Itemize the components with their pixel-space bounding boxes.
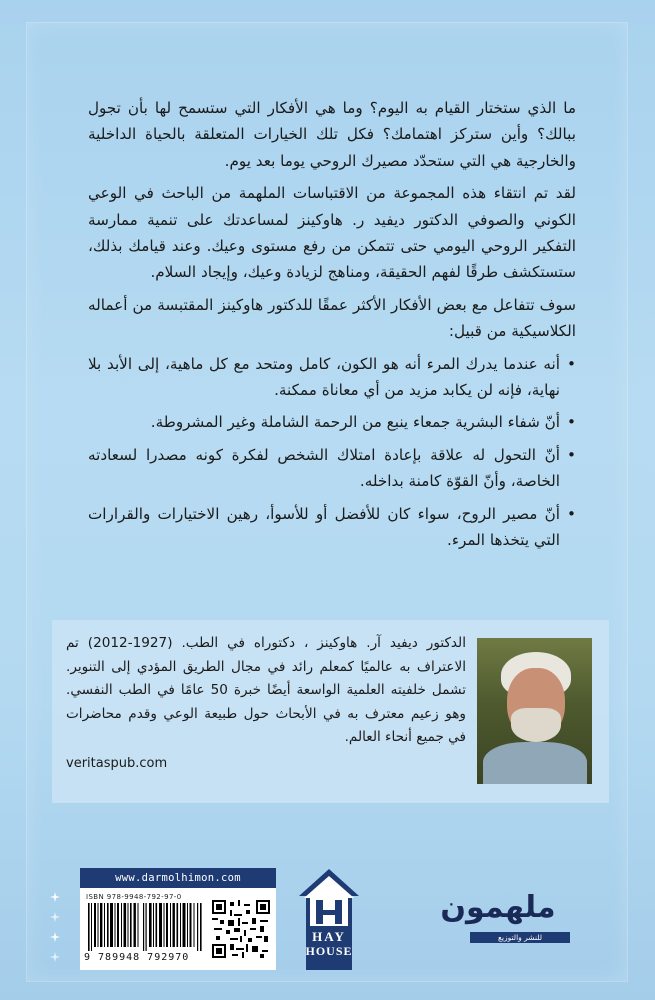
intro-paragraph: ما الذي ستختار القيام به اليوم؟ وما هي الأفكار التي ستسمح لها بأن تجول ببالك؟ وأين ستركز اهتمامك؟ فكل تلك الخيارات المتعلقة بالحياة الداخلية والخارجية هي التي ستحدّد مصيرك الروحي يوما بعد يوم. [88,99,576,170]
author-bio-block [66,632,466,776]
star-decoration-icon [48,890,62,970]
list-item: • أنه عندما يدرك المرء أنه هو الكون، كامل ومتحد مع كل ماهية، إلى الأبد بلا نهاية، فإنه لن يكابد مزيد من أي معاناة ممكنة. [88,351,560,404]
list-item: • أنّ التحول له علاقة بإعادة امتلاك الشخص لفكرة كونه مصدرا لسعادته الخاصة، وأنّ القوّة كامنة بداخله. [88,442,560,495]
selection-paragraph: لقد تم انتقاء هذه المجموعة من الاقتباسات الملهمة من الباحث في الوعي الكوني والصوفي الدكتور ديفيد ر. هاوكينز لمساعدتك على تنمية ممارسة التفكير الروحي اليومي حتى تتمكن من رفع مستوى وعيك. وعند قيامك بذلك، ستستكشف طرقًا لفهم الحقيقة، ومناهج لزيادة وعيك، وإيجاد السلام. [88,184,576,282]
hay-house-wordmark [296,930,362,958]
author-website[interactable]: veritaspub.com [66,755,168,771]
house-word: HOUSE [305,944,353,958]
barcode-icon [86,903,204,951]
qr-code-icon [212,900,270,958]
hay-word: HAY [312,929,346,944]
publisher-logo: ملهمون [440,890,556,925]
author-bio: الدكتور ديفيد آر. هاوكينز ، دكتوراه في الطب. (1927-2012) تم الاعتراف به عالميًا كمعلم رائد في مجال الطريق المؤدي إلى التنوير. تشمل خلفيته العلمية الواسعة أيضًا خبرة 50 عامًا في الطب النفسي. وهو زعيم معترف به في الأبحاث حول طبيعة الوعي وقدم محاضرات في جميع أنحاء العالم. [66,635,466,746]
author-photo [477,638,592,784]
isbn-number: 9 789948 792970 [84,952,190,963]
back-cover-text [88,95,576,560]
publisher-url[interactable]: www.darmolhimon.com [80,868,276,888]
isbn-label: ISBN 978-9948-792-97-0 [86,893,182,901]
list-item: • أنّ شفاء البشرية جمعاء ينبع من الرحمة الشاملة وغير المشروطة. [88,409,560,435]
publisher-tagline: للنشر والتوزيع [470,932,570,943]
ideas-list [88,351,576,554]
list-item: • أنّ مصير الروح، سواء كان للأفضل أو للأسوأ، رهين الاختيارات والقرارات التي يتخذها المرء. [88,501,560,554]
author-panel [52,620,609,803]
ideas-lead-paragraph: سوف تتفاعل مع بعض الأفكار الأكثر عمقًا للدكتور هاوكينز المقتبسة من أعماله الكلاسيكية من قبيل: [88,295,576,341]
